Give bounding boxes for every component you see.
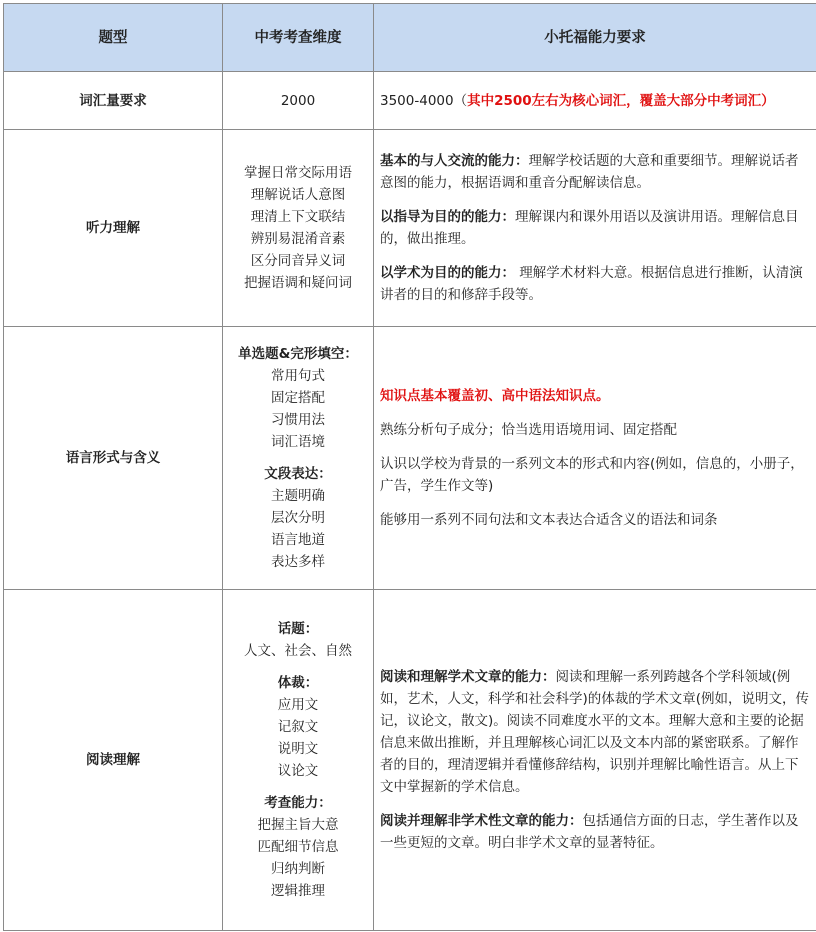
comparison-table (3, 3, 816, 931)
vocab-req-highlight: 其中2500左右为核心词汇，覆盖大部分中考词汇 (467, 92, 762, 109)
para-heading: 以指导为目的的能力： (380, 209, 515, 225)
language-requirements (374, 327, 816, 590)
language-para-1: 熟练分析句子成分；恰当选用语境用词、固定搭配 (380, 422, 677, 438)
comparison-table-wrapper (3, 3, 813, 929)
para-text: 阅读和理解一系列跨越各个学科领域(例如，艺术，人文，科学和社会科学)的体裁的学术文章(例如，说明文，传记，议论文，散文)。阅读不同难度水平的文本。理解大意和主要的论据信息来做出推断，并且理解核心词汇以及文本内部的紧密联系。了解作者的目的，理清逻辑并看懂修辞结构，识别并理解比喻性语言。从上下文中掌握新的学术信息。 (380, 669, 810, 795)
header-row (4, 4, 816, 72)
row-label-listening: 听力理解 (4, 130, 223, 327)
list-item: 掌握日常交际用语 (244, 165, 352, 181)
language-group-2 (223, 463, 373, 573)
para-heading: 基本的与人交流的能力： (380, 153, 529, 169)
list-item: 匹配细节信息 (257, 839, 339, 855)
listening-para-3 (380, 262, 810, 306)
para-text: 理解课内和课外用语以及演讲用语。理解信息目的，做出推理。 (380, 209, 799, 247)
list-item: 习惯用法 (271, 412, 325, 428)
list-item: 表达多样 (271, 554, 325, 570)
row-label-language-form: 语言形式与含义 (4, 327, 223, 590)
header-question-type: 题型 (4, 4, 223, 72)
reading-requirements (374, 590, 816, 931)
reading-group-3 (223, 792, 373, 902)
list-item: 记叙文 (277, 719, 319, 735)
reading-dimensions (223, 590, 374, 931)
language-dimensions (223, 327, 374, 590)
list-item: 归纳判断 (271, 861, 325, 877)
table-row-listening (4, 130, 816, 327)
para-text: 包括通信方面的日志，学生著作以及一些更短的文章。明白非学术文章的显著特征。 (380, 813, 799, 851)
list-item: 固定搭配 (271, 390, 325, 406)
list-item: 议论文 (277, 763, 319, 779)
reading-para-2 (380, 810, 810, 854)
list-item: 常用句式 (271, 368, 325, 384)
list-item: 辨别易混淆音素 (250, 231, 346, 247)
listening-dimensions (223, 130, 374, 327)
row-label-reading: 阅读理解 (4, 590, 223, 931)
list-item: 逻辑推理 (271, 883, 325, 899)
listening-para-2 (380, 206, 810, 250)
listening-para-1 (380, 150, 810, 194)
table-row-vocabulary (4, 72, 816, 130)
para-heading: 阅读并理解非学术性文章的能力： (380, 813, 583, 829)
list-item: 说明文 (277, 741, 319, 757)
header-zhongkao-dimension: 中考考查维度 (223, 4, 374, 72)
list-item: 语言地道 (271, 532, 325, 548)
group-title: 考查能力： (264, 795, 332, 811)
listening-requirements (374, 130, 816, 327)
list-item: 理清上下文联结 (250, 209, 346, 225)
reading-group-2 (223, 672, 373, 782)
list-item: 把握语调和疑问词 (244, 275, 352, 291)
group-title: 单选题&完形填空： (238, 346, 358, 362)
vocabulary-requirement (374, 72, 816, 130)
row-label-vocabulary: 词汇量要求 (4, 72, 223, 130)
language-group-1 (223, 343, 373, 453)
group-title: 体裁： (277, 675, 319, 691)
para-heading: 以学术为目的的能力： (380, 265, 515, 281)
vocab-req-suffix: ） (761, 92, 775, 109)
group-title: 文段表达： (264, 466, 332, 482)
language-para-2: 认识以学校为背景的一系列文本的形式和内容(例如，信息的，小册子，广告，学生作文等) (380, 456, 804, 494)
list-item: 层次分明 (271, 510, 325, 526)
reading-para-1 (380, 666, 810, 798)
vocab-req-prefix: 3500-4000（ (380, 92, 468, 109)
para-heading: 阅读和理解学术文章的能力： (380, 669, 556, 685)
header-toefl-junior-requirement: 小托福能力要求 (374, 4, 816, 72)
list-item: 应用文 (277, 697, 319, 713)
list-item: 理解说话人意图 (250, 187, 346, 203)
list-item: 词汇语境 (271, 434, 325, 450)
para-text: 理解学校话题的大意和重要细节。理解说话者意图的能力，根据语调和重音分配解读信息。 (380, 153, 799, 191)
reading-group-1 (223, 618, 373, 662)
list-item: 把握主旨大意 (257, 817, 339, 833)
language-para-3: 能够用一系列不同句法和文本表达合适含义的语法和词条 (380, 512, 718, 528)
list-item: 主题明确 (271, 488, 325, 504)
para-text: 理解学术材料大意。根据信息进行推断，认清演讲者的目的和修辞手段等。 (380, 265, 803, 303)
language-red-para: 知识点基本覆盖初、高中语法知识点。 (380, 388, 610, 404)
vocabulary-dimension: 2000 (223, 72, 374, 130)
group-title: 话题： (277, 621, 319, 637)
table-row-language-form (4, 327, 816, 590)
list-item: 人文、社会、自然 (244, 643, 352, 659)
table-row-reading (4, 590, 816, 931)
list-item: 区分同音异义词 (250, 253, 346, 269)
